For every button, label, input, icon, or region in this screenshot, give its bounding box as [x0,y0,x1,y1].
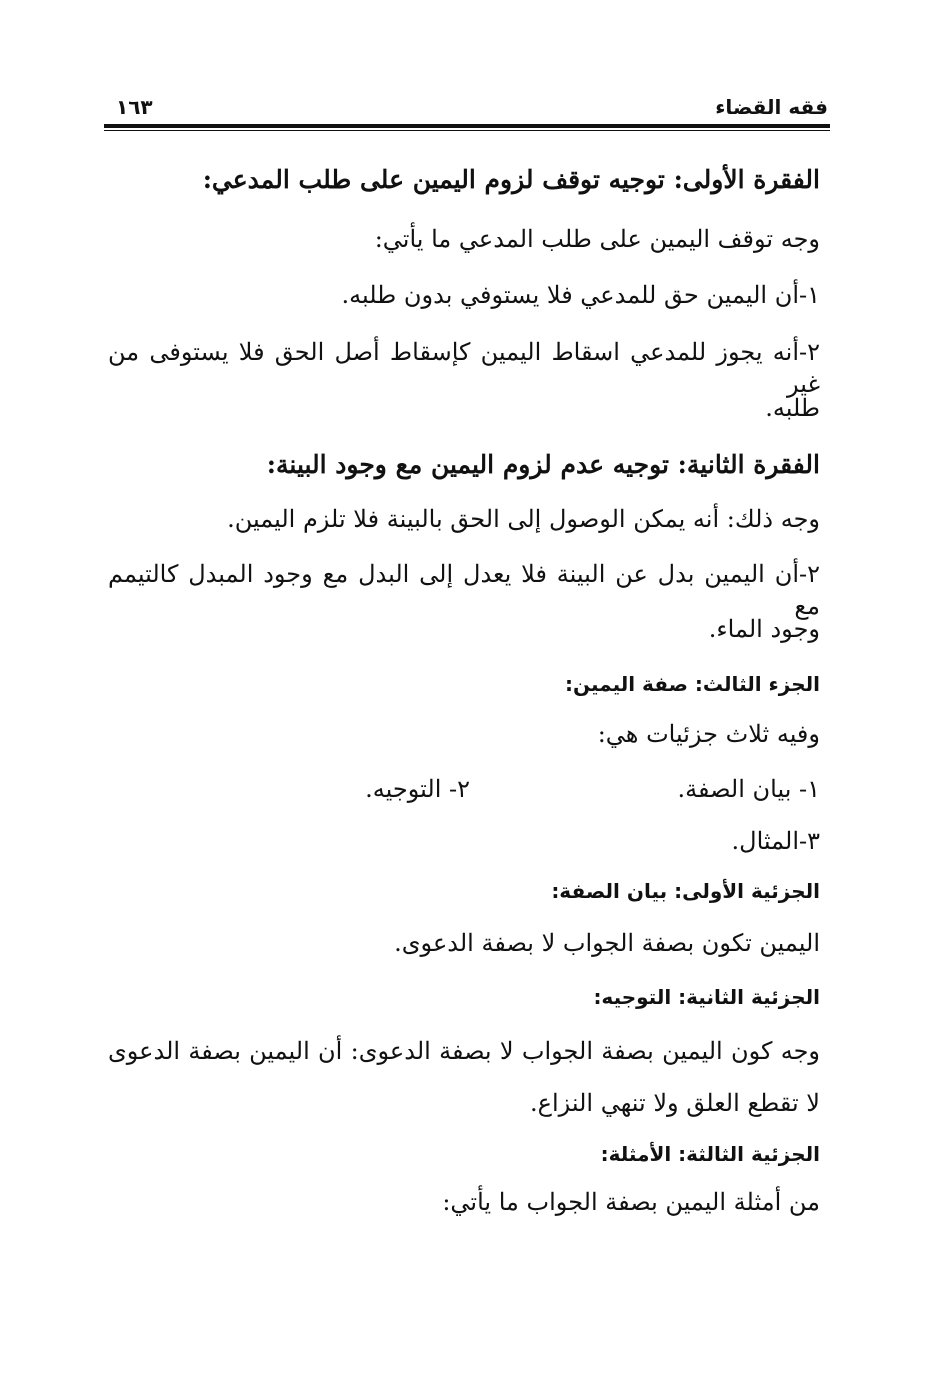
list-item: ٢- التوجيه. [365,775,470,803]
list-item: ١- بيان الصفة. [677,775,820,803]
body-line: اليمين تكون بصفة الجواب لا بصفة الدعوى. [394,929,820,957]
subsection-heading-three: الجزئية الثالثة: الأمثلة: [600,1142,820,1166]
header-rule-thin [104,130,830,131]
body-line: وجه كون اليمين بصفة الجواب لا بصفة الدعوى: أن اليمين بصفة الدعوى [108,1037,820,1065]
body-line: وفيه ثلاث جزئيات هي: [597,720,820,748]
list-item: ٣-المثال. [731,827,820,855]
page-number: ١٦٣ [116,95,153,119]
section-heading-part-three: الجزء الثالث: صفة اليمين: [565,672,820,696]
body-line: لا تقطع العلق ولا تنهي النزاع. [530,1089,820,1117]
list-item: ٢-أنه يجوز للمدعي اسقاط اليمين كإسقاط أصل الحق فلا يستوفى من غير [108,338,820,398]
list-item: ١-أن اليمين حق للمدعي فلا يستوفي بدون طلبه. [341,281,820,309]
section-heading-paragraph-one: الفقرة الأولى: توجيه توقف لزوم اليمين على طلب المدعي: [202,165,820,194]
section-heading-paragraph-two: الفقرة الثانية: توجيه عدم لزوم اليمين مع وجود البينة: [266,450,820,479]
body-line: وجود الماء. [708,615,820,643]
body-line: من أمثلة اليمين بصفة الجواب ما يأتي: [442,1188,820,1216]
body-line: طلبه. [765,394,820,422]
body-line: وجه توقف اليمين على طلب المدعي ما يأتي: [374,225,820,253]
subsection-heading-one: الجزئية الأولى: بيان الصفة: [551,879,820,903]
header-rule-thick [104,124,830,128]
list-item: ٢-أن اليمين بدل عن البينة فلا يعدل إلى البدل مع وجود المبدل كالتيمم مع [108,560,820,620]
body-line: وجه ذلك: أنه يمكن الوصول إلى الحق بالبينة فلا تلزم اليمين. [227,505,820,533]
page-header [104,95,828,125]
running-title: فقه القضاء [715,95,828,119]
subsection-heading-two: الجزئية الثانية: التوجيه: [593,985,820,1009]
